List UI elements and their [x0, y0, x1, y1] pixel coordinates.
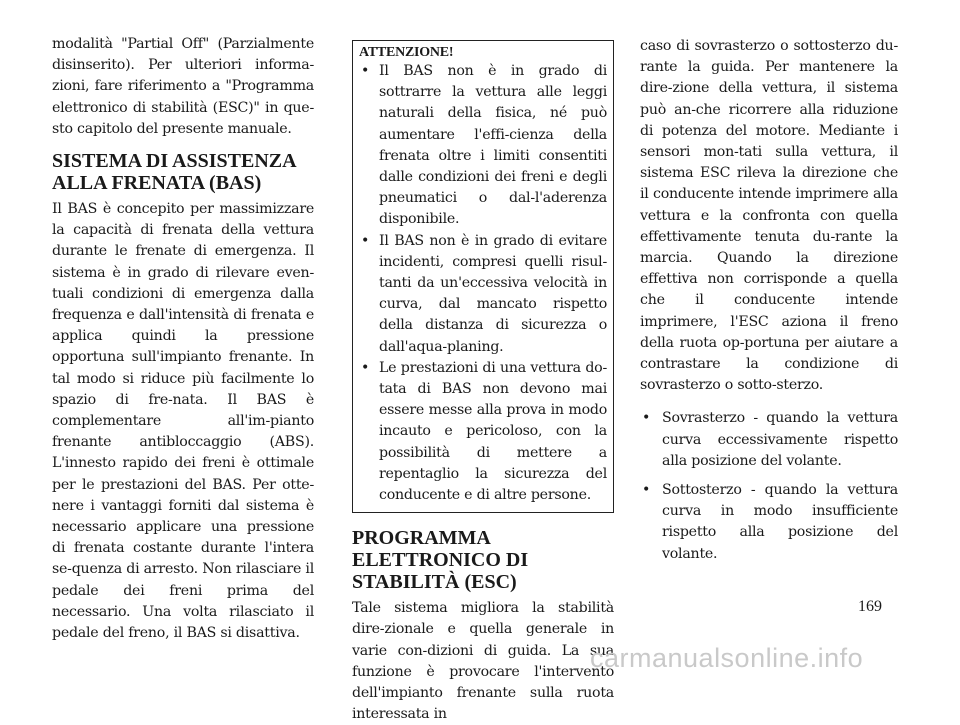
warning-item: • Il BAS non è in grado di sottrarre la vettura alle leggi naturali della fisica, né può aumentare l'effi-cienza della frenata oltre i limiti consentiti dalle condizioni dei freni e degli pneumatici o dal-l'aderenza disponibile.	[359, 61, 607, 231]
esc-continued-paragraph: caso di sovrasterzo o sottosterzo du-rante la guida. Per mantenere la dire-zione della vettura, il sistema può an-che ricorrere alla riduzione di potenza del motore. Mediante i sensori mon-tati sulla vettura, il sistema ESC rileva la direzione che il conducente intende imprimere alla vettura e la confronta con quella effettivamente tenuta du-rante la marcia. Quando la direzione effettiva non corrisponde a quella che il conducente intende imprimere, l'ESC aziona il freno della ruota op-portuna per aiutare a contrastare la condizione di sovrasterzo o sotto-sterzo.	[640, 38, 898, 394]
esc-bullet-list	[640, 408, 898, 564]
bas-heading	[52, 150, 314, 194]
esc-body-paragraph: Tale sistema migliora la stabilità dire-zionale e quella generale in varie con-dizioni di guida. La sua funzione è provocare l'intervento dell'impianto frenante sulla ruota interessata in	[352, 600, 614, 723]
bas-heading-line2: ALLA FRENATA (BAS)	[52, 172, 262, 195]
warning-title: ATTENZIONE!	[359, 45, 454, 60]
esc-heading-line3: STABILITÀ (ESC)	[352, 571, 517, 594]
warning-box	[352, 40, 614, 513]
warning-item: • Il BAS non è in grado di evitare incidenti, compresi quelli risul-tanti da un'eccessiva velocità in curva, dal mancato rispetto della distanza di sicurezza o dall'aqua-planing.	[359, 231, 607, 358]
understeer-item: • Sottosterzo - quando la vettura curva in modo insufficiente rispetto alla posizione del volante.	[640, 480, 898, 565]
watermark: carmanualsonline.info	[590, 643, 864, 673]
esc-heading-line2: ELETTRONICO DI	[352, 549, 529, 572]
bas-body-paragraph: Il BAS è concepito per massimizzare la capacità di frenata della vettura durante le frenate di emergenza. Il sistema è in grado di rilevare even-tuali condizioni di emergenza dalla frequenza e dall'intensità di frenata e applica quindi la pressione opportuna sull'impianto frenante. In tal modo si riduce più facilmente lo spazio di fre-nata. Il BAS è complementare all'im-pianto frenante antibloccaggio (ABS). L'innesto rapido dei freni è ottimale per le prestazioni del BAS. Per otte-nere i vantaggi forniti dal sistema è necessario applicare una pressione di frenata costante durante l'intera se-quenza di arresto. Non rilasciare il pedale dei freni prima del necessario. Una volta rilasciato il pedale del freno, il BAS si disattiva.	[52, 201, 314, 642]
esc-heading	[352, 527, 614, 593]
warning-list	[359, 61, 607, 506]
oversteer-item: • Sovrasterzo - quando la vettura curva eccessivamente rispetto alla posizione del volante.	[640, 408, 898, 472]
intro-paragraph: modalità "Partial Off" (Parzialmente disinserito). Per ulteriori informa-zioni, fare riferimento a "Programma elettronico di stabilità (ESC)" in que-sto capitolo del presente manuale.	[52, 36, 314, 137]
page-number: 169	[858, 598, 882, 615]
warning-item: • Le prestazioni di una vettura do-tata di BAS non devono mai essere messe alla prova in modo incauto e pericoloso, con la possibilità di mettere a repentaglio la sicurezza del conducente e di altre persone.	[359, 358, 607, 506]
bas-heading-line1: SISTEMA DI ASSISTENZA	[52, 150, 297, 173]
right-column	[640, 36, 898, 565]
esc-heading-line1: PROGRAMMA	[352, 527, 491, 550]
left-column	[52, 34, 314, 644]
middle-column	[352, 40, 614, 725]
